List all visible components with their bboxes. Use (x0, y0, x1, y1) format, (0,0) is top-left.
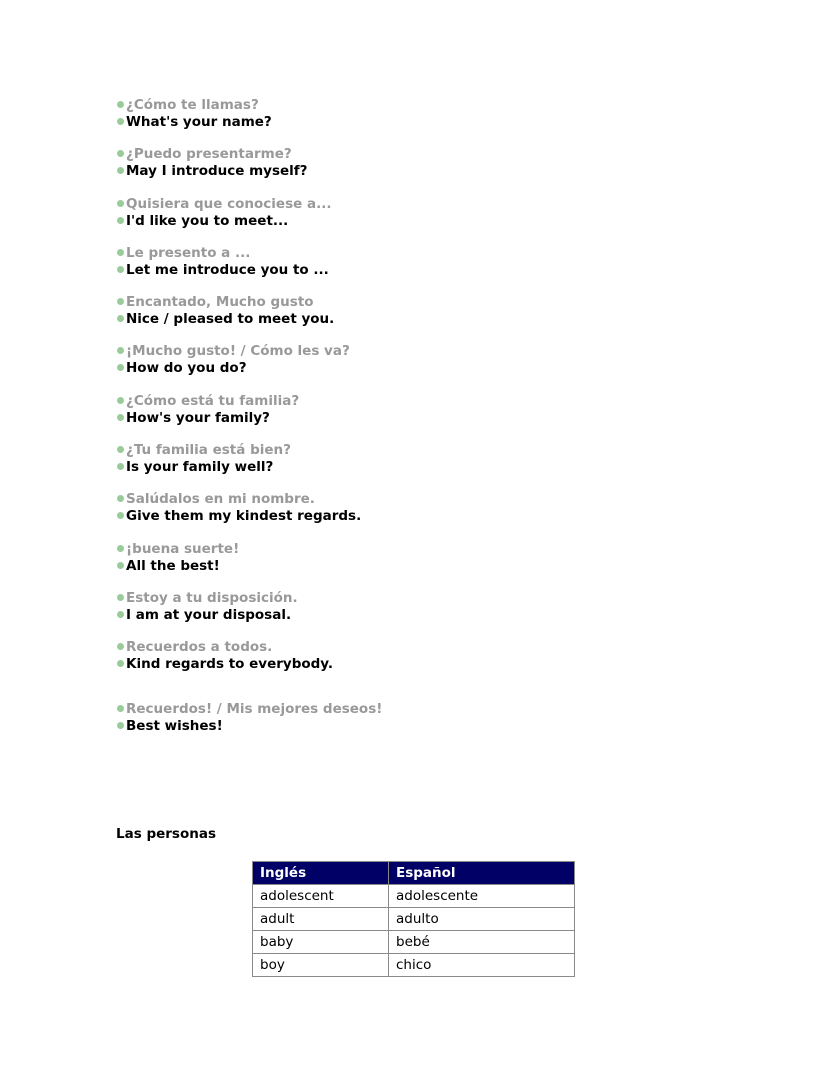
bullet-icon (117, 150, 124, 157)
spanish-word-cell: bebé (389, 931, 575, 954)
phrase-pair (117, 491, 617, 540)
spanish-phrase-text: Salúdalos en mi nombre. (126, 491, 315, 508)
english-phrase (117, 163, 617, 180)
vocabulary-table (252, 861, 575, 977)
bullet-icon (117, 364, 124, 371)
phrase-pair (117, 442, 617, 491)
english-phrase (117, 114, 617, 131)
phrase-pair (117, 146, 617, 195)
bullet-icon (117, 200, 124, 207)
table-row (253, 931, 575, 954)
english-phrase (117, 656, 617, 673)
bullet-icon (117, 562, 124, 569)
english-phrase-text: Let me introduce you to ... (126, 261, 329, 278)
table-row (253, 908, 575, 931)
phrase-pair (117, 701, 617, 750)
spanish-phrase-text: Encantado, Mucho gusto (126, 294, 314, 311)
spanish-phrase (117, 146, 617, 163)
spanish-phrase-text: ¡buena suerte! (126, 540, 240, 557)
bullet-icon (117, 463, 124, 470)
english-phrase (117, 262, 617, 279)
english-phrase (117, 213, 617, 230)
bullet-icon (117, 167, 124, 174)
bullet-icon (117, 660, 124, 667)
english-phrase-text: Give them my kindest regards. (126, 508, 362, 525)
phrase-pair (117, 343, 617, 392)
english-word-cell: adolescent (253, 885, 389, 908)
spanish-phrase (117, 639, 617, 656)
phrase-pair (117, 97, 617, 146)
english-phrase-text: I am at your disposal. (126, 606, 292, 623)
spanish-phrase-text: ¿Cómo te llamas? (126, 97, 259, 113)
phrase-pair (117, 196, 617, 245)
table-row (253, 954, 575, 977)
bullet-icon (117, 397, 124, 404)
column-header-spanish: Español (389, 862, 575, 885)
english-phrase (117, 718, 617, 735)
phrase-pair (117, 639, 617, 688)
english-phrase-text: Kind regards to everybody. (126, 656, 333, 673)
english-word-cell: baby (253, 931, 389, 954)
spanish-phrase-text: Quisiera que conociese a... (126, 195, 332, 212)
spanish-phrase-text: Estoy a tu disposición. (126, 589, 298, 606)
bullet-icon (117, 705, 124, 712)
bullet-icon (117, 446, 124, 453)
english-phrase-text: I'd like you to meet... (126, 212, 289, 229)
bullet-icon (117, 414, 124, 421)
phrase-pair (117, 393, 617, 442)
english-word-cell: adult (253, 908, 389, 931)
english-phrase-text: All the best! (126, 557, 220, 574)
spanish-phrase-text: ¿Cómo está tu familia? (126, 392, 300, 409)
spanish-word-cell: adolescente (389, 885, 575, 908)
bullet-icon (117, 266, 124, 273)
spanish-phrase (117, 97, 617, 114)
spanish-phrase-text: ¿Tu familia está bien? (126, 442, 291, 459)
english-phrase (117, 558, 617, 575)
bullet-icon (117, 217, 124, 224)
english-phrase-text: Best wishes! (126, 717, 223, 734)
english-phrase-text: May I introduce myself? (126, 163, 308, 180)
spanish-phrase (117, 245, 617, 262)
english-phrase (117, 311, 617, 328)
phrase-pair (117, 541, 617, 590)
english-word-cell: boy (253, 954, 389, 977)
spanish-phrase (117, 590, 617, 607)
spanish-phrase (117, 343, 617, 360)
spanish-word-cell: chico (389, 954, 575, 977)
spanish-phrase (117, 294, 617, 311)
english-phrase-text: Nice / pleased to meet you. (126, 311, 335, 328)
english-phrase-text: How's your family? (126, 409, 270, 426)
phrase-pair (117, 245, 617, 294)
english-phrase-text: How do you do? (126, 360, 247, 377)
bullet-icon (117, 315, 124, 322)
bullet-icon (117, 512, 124, 519)
english-phrase-text: What's your name? (126, 114, 272, 130)
spanish-phrase-text: Recuerdos! / Mis mejores deseos! (126, 700, 383, 717)
bullet-icon (117, 347, 124, 354)
bullet-icon (117, 545, 124, 552)
bullet-icon (117, 249, 124, 256)
english-phrase (117, 360, 617, 377)
spanish-phrase (117, 701, 617, 718)
english-phrase (117, 508, 617, 525)
section-title: Las personas (116, 826, 216, 842)
english-phrase (117, 410, 617, 427)
phrase-pair (117, 590, 617, 639)
bullet-icon (117, 643, 124, 650)
table-row (253, 885, 575, 908)
phrase-pair (117, 294, 617, 343)
bullet-icon (117, 101, 124, 108)
spanish-phrase-text: Le presento a ... (126, 244, 251, 261)
spanish-phrase (117, 491, 617, 508)
bullet-icon (117, 118, 124, 125)
bullet-icon (117, 611, 124, 618)
phrase-list (117, 97, 617, 750)
column-header-english: Inglés (253, 862, 389, 885)
table-header-row (253, 862, 575, 885)
bullet-icon (117, 495, 124, 502)
spanish-phrase-text: ¡Mucho gusto! / Cómo les va? (126, 343, 350, 360)
spanish-phrase (117, 196, 617, 213)
bullet-icon (117, 298, 124, 305)
spanish-phrase (117, 541, 617, 558)
spanish-phrase-text: ¿Puedo presentarme? (126, 146, 292, 163)
spanish-phrase-text: Recuerdos a todos. (126, 639, 273, 656)
spanish-phrase (117, 442, 617, 459)
english-phrase-text: Is your family well? (126, 459, 274, 476)
bullet-icon (117, 722, 124, 729)
english-phrase (117, 607, 617, 624)
spanish-word-cell: adulto (389, 908, 575, 931)
english-phrase (117, 459, 617, 476)
bullet-icon (117, 594, 124, 601)
spanish-phrase (117, 393, 617, 410)
